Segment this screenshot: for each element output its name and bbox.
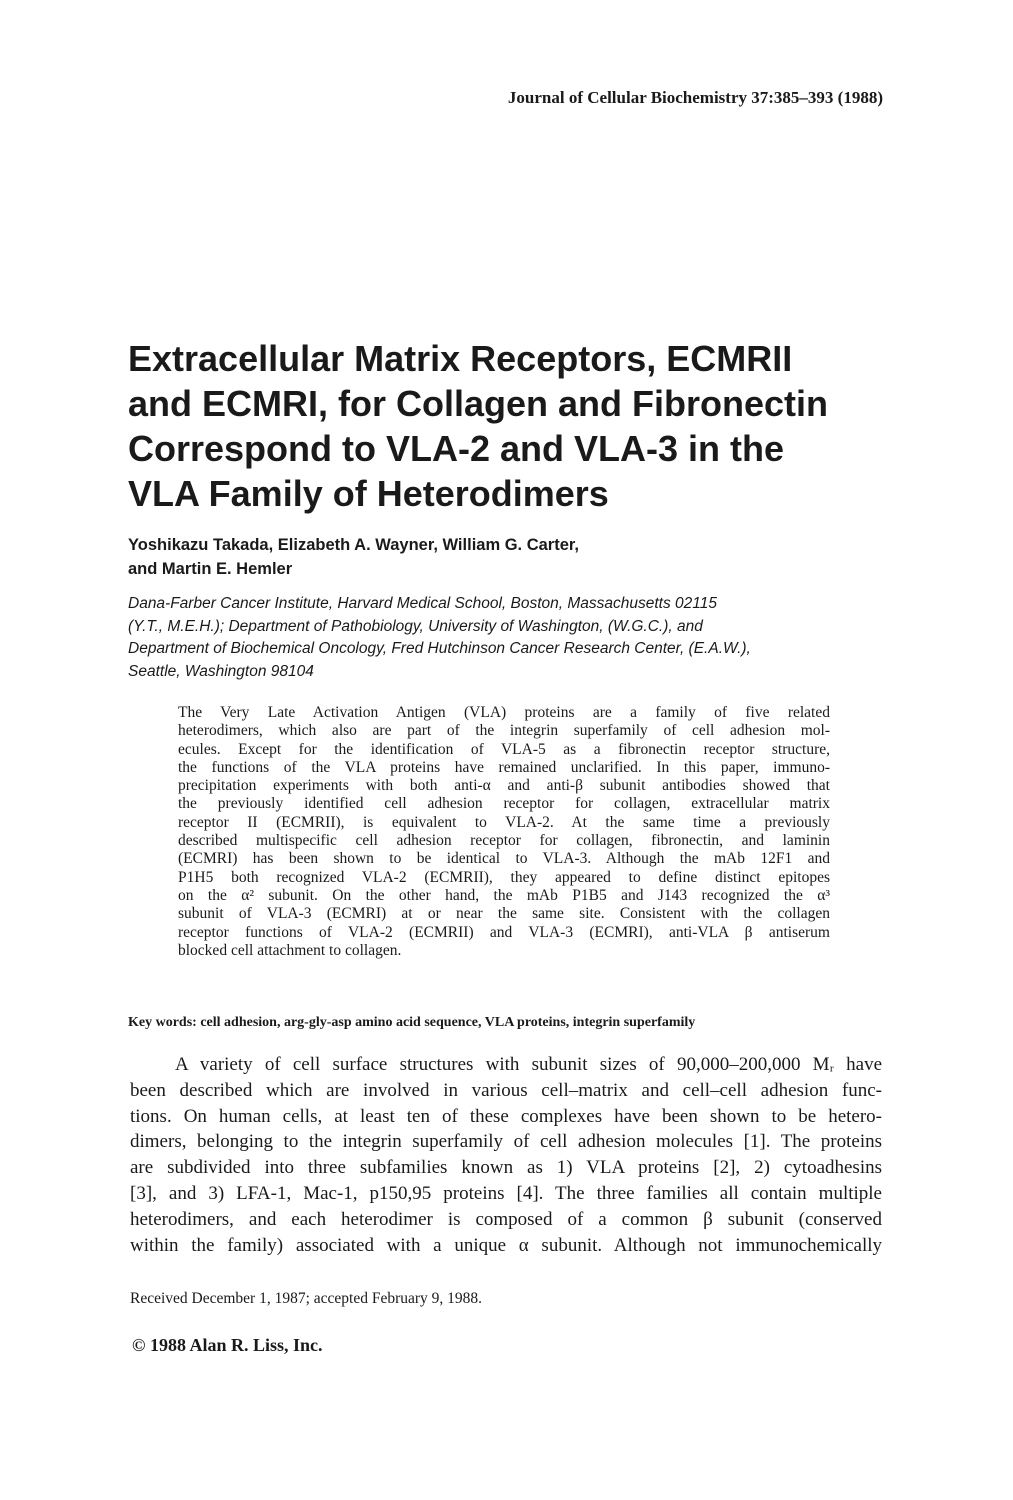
affiliation-line: (Y.T., M.E.H.); Department of Pathobiology, University of Washington, (W.G.C.), and bbox=[128, 617, 703, 635]
abstract bbox=[178, 704, 830, 960]
body-line: within the family) associated with a unique α subunit. Although not immunochemically bbox=[130, 1234, 882, 1256]
abstract-line: heterodimers, which also are part of the integrin superfamily of cell adhesion mol- bbox=[178, 722, 830, 740]
abstract-line: receptor functions of VLA-2 (ECMRII) and VLA-3 (ECMRI), anti-VLA β antiserum bbox=[178, 923, 830, 941]
title-line: Correspond to VLA-2 and VLA-3 in the bbox=[128, 428, 785, 469]
affiliations bbox=[128, 593, 751, 683]
abstract-line: the functions of the VLA proteins have remained unclarified. In this paper, immuno- bbox=[178, 758, 830, 776]
body-line: A variety of cell surface structures with subunit sizes of 90,000–200,000 Mᵣ have bbox=[175, 1054, 882, 1075]
affiliation-line: Department of Biochemical Oncology, Fred Hutchinson Cancer Research Center, (E.A.W.), bbox=[128, 640, 751, 657]
title-line: Extracellular Matrix Receptors, ECMRII bbox=[128, 338, 793, 379]
body-line: been described which are involved in various cell–matrix and cell–cell adhesion func- bbox=[130, 1079, 882, 1101]
abstract-line: subunit of VLA-3 (ECMRI) at or near the same site. Consistent with the collagen bbox=[178, 905, 830, 923]
body-line: [3], and 3) LFA-1, Mac-1, p150,95 proteins [4]. The three families all contain multiple bbox=[130, 1182, 882, 1204]
title-line: and ECMRI, for Collagen and Fibronectin bbox=[128, 383, 829, 424]
journal-citation: Journal of Cellular Biochemistry 37:385–393 (1988) bbox=[507, 88, 883, 107]
body-line: heterodimers, and each heterodimer is composed of a common β subunit (conserved bbox=[130, 1208, 882, 1230]
body-line: dimers, belonging to the integrin superfamily of cell adhesion molecules [1]. The proteins bbox=[130, 1131, 882, 1153]
abstract-line: the previously identified cell adhesion receptor for collagen, extracellular matrix bbox=[178, 795, 830, 813]
body-line: tions. On human cells, at least ten of these complexes have been shown to be hetero- bbox=[130, 1105, 882, 1127]
keywords: Key words: cell adhesion, arg-gly-asp amino acid sequence, VLA proteins, integrin superfamily bbox=[128, 1015, 696, 1030]
abstract-line: The Very Late Activation Antigen (VLA) proteins are a family of five related bbox=[178, 704, 830, 721]
abstract-line: ecules. Except for the identification of VLA-5 as a fibronectin receptor structure, bbox=[178, 740, 830, 758]
copyright-notice: © 1988 Alan R. Liss, Inc. bbox=[132, 1335, 323, 1355]
abstract-line: blocked cell attachment to collagen. bbox=[178, 941, 402, 959]
abstract-line: on the α² subunit. On the other hand, the mAb P1B5 and J143 recognized the α³ bbox=[178, 886, 830, 904]
affiliation-line: Seattle, Washington 98104 bbox=[128, 662, 314, 680]
abstract-line: precipitation experiments with both anti-α and anti-β subunit antibodies showed that bbox=[178, 777, 830, 795]
body-paragraph bbox=[130, 1052, 882, 1258]
title-line: VLA Family of Heterodimers bbox=[128, 473, 609, 514]
received-dates: Received December 1, 1987; accepted February 9, 1988. bbox=[130, 1290, 483, 1307]
abstract-line: receptor II (ECMRII), is equivalent to VLA-2. At the same time a previously bbox=[178, 813, 830, 831]
author-list bbox=[128, 533, 579, 581]
abstract-line: described multispecific cell adhesion receptor for collagen, fibronectin, and laminin bbox=[178, 832, 830, 850]
affiliation-line: Dana-Farber Cancer Institute, Harvard Medical School, Boston, Massachusetts 02115 bbox=[128, 595, 717, 612]
body-line: are subdivided into three subfamilies known as 1) VLA proteins [2], 2) cytoadhesins bbox=[130, 1157, 882, 1179]
article-title bbox=[128, 336, 888, 516]
abstract-line: (ECMRI) has been shown to be identical to VLA-3. Although the mAb 12F1 and bbox=[178, 850, 830, 868]
abstract-line: P1H5 both recognized VLA-2 (ECMRII), they appeared to define distinct epitopes bbox=[178, 868, 830, 886]
author-line: Yoshikazu Takada, Elizabeth A. Wayner, William G. Carter, bbox=[128, 536, 579, 554]
author-line: and Martin E. Hemler bbox=[128, 560, 293, 578]
